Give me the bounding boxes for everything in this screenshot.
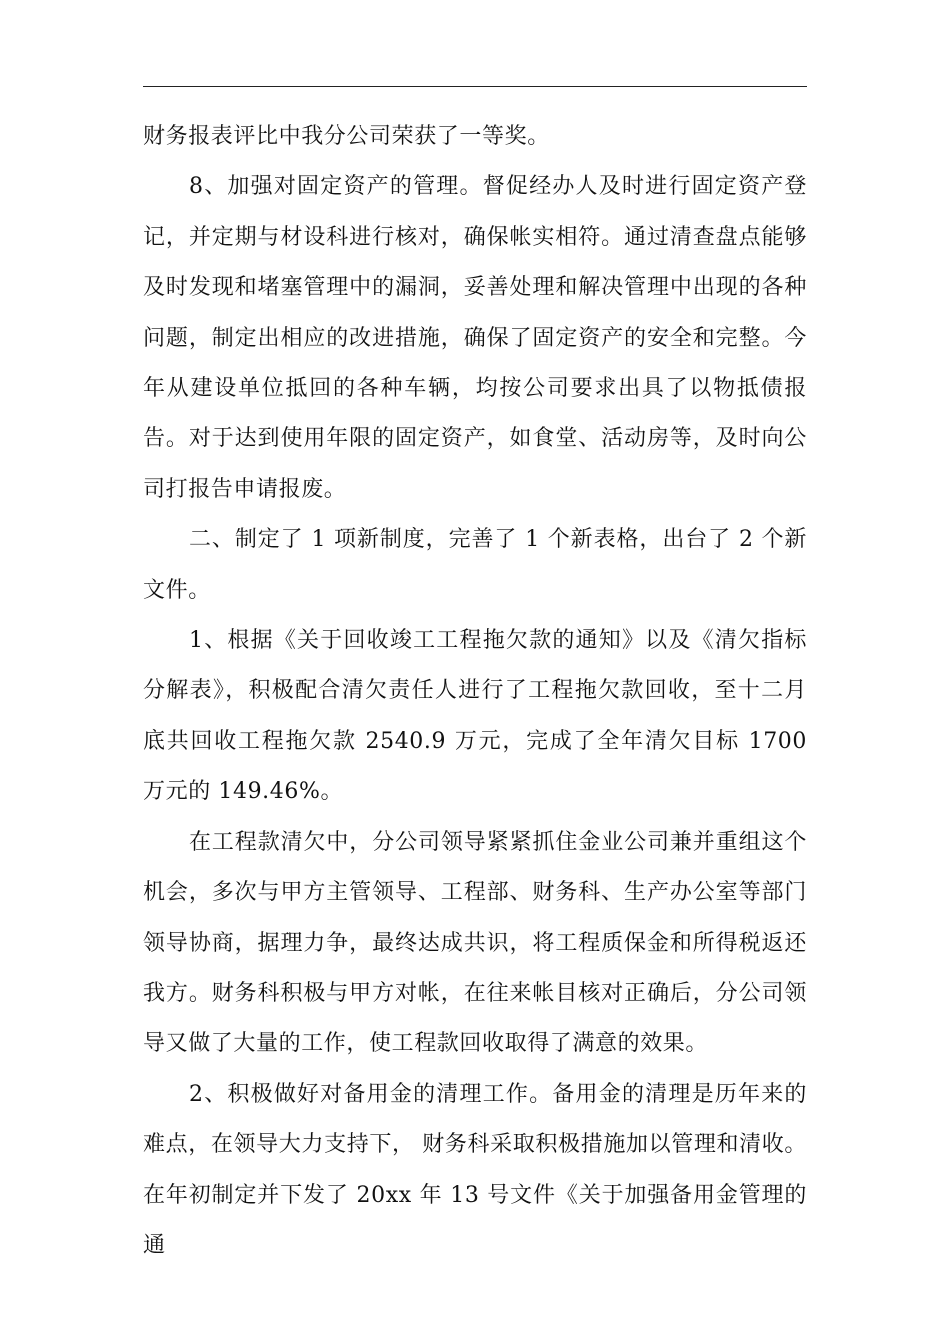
paragraph-continuation: 财务报表评比中我分公司荣获了一等奖。	[143, 124, 550, 149]
document-body	[143, 112, 807, 1271]
paragraph-fixed-assets: 8、加强对固定资产的管理。督促经办人及时进行固定资产登记，并定期与材设科进行核对，确保帐实相符。通过清查盘点能够及时发现和堵塞管理中的漏洞，妥善处理和解决管理中出现的各种问题，制定出相应的改进措施，确保了固定资产的安全和完整。今年从建设单位抵回的各种车辆，均按公司要求出具了以物抵债报告。对于达到使用年限的固定资产，如食堂、活动房等，及时向公司打报告申请报废。	[143, 174, 807, 502]
paragraph-section-two-heading: 二、制定了 1 项新制度，完善了 1 个新表格，出台了 2 个新文件。	[143, 527, 807, 603]
header-rule	[143, 86, 807, 87]
paragraph-reserve-fund: 2、积极做好对备用金的清理工作。备用金的清理是历年来的难点，在领导大力支持下， 财务科采取积极措施加以管理和清收。在年初制定并下发了 20xx 年 13 号文件《关于加强备用金管理的通	[143, 1081, 807, 1258]
paragraph-arrears-recovery: 1、根据《关于回收竣工工程拖欠款的通知》以及《清欠指标分解表》，积极配合清欠责任人进行了工程拖欠款回收，至十二月底共回收工程拖欠款 2540.9 万元，完成了全年清欠目标 1700 万元的 149.46%。	[143, 628, 807, 805]
paragraph-arrears-details: 在工程款清欠中，分公司领导紧紧抓住金业公司兼并重组这个机会，多次与甲方主管领导、工程部、财务科、生产办公室等部门领导协商，据理力争，最终达成共识，将工程质保金和所得税返还我方。财务科积极与甲方对帐，在往来帐目核对正确后，分公司领导又做了大量的工作，使工程款回收取得了满意的效果。	[143, 829, 807, 1057]
